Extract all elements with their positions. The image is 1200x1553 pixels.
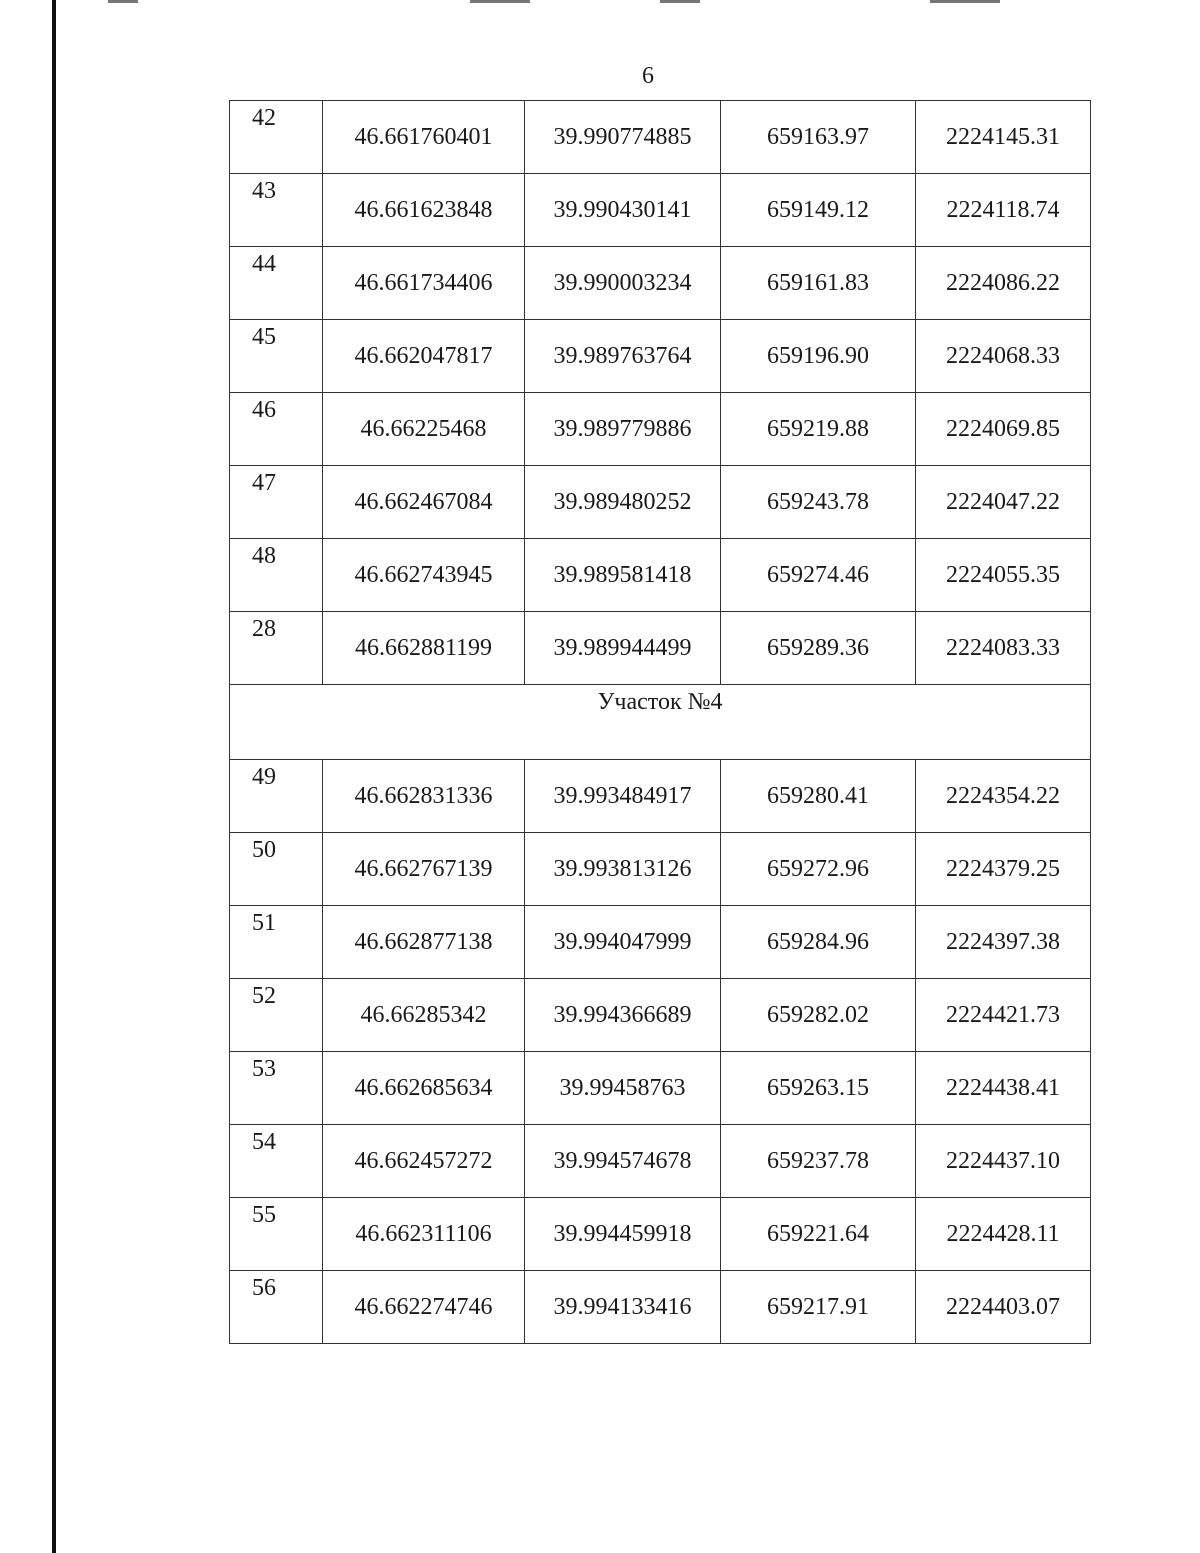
- longitude-cell: 39.994574678: [525, 1125, 721, 1198]
- coord-y-cell: 2224397.38: [916, 906, 1091, 979]
- table-row: [230, 1052, 1091, 1125]
- coord-y-cell: 2224403.07: [916, 1271, 1091, 1344]
- coord-y-cell: 2224354.22: [916, 760, 1091, 833]
- coord-x-cell: 659237.78: [721, 1125, 916, 1198]
- point-number-cell: 55: [230, 1198, 323, 1271]
- point-number-cell: 47: [230, 466, 323, 539]
- table-row: [230, 906, 1091, 979]
- table-row: [230, 1198, 1091, 1271]
- scan-edge-line: [52, 0, 56, 1553]
- latitude-cell: 46.662743945: [323, 539, 525, 612]
- coord-x-cell: 659280.41: [721, 760, 916, 833]
- coord-x-cell: 659274.46: [721, 539, 916, 612]
- latitude-cell: 46.661760401: [323, 101, 525, 174]
- table-row: [230, 1125, 1091, 1198]
- point-number-cell: 52: [230, 979, 323, 1052]
- longitude-cell: 39.989944499: [525, 612, 721, 685]
- latitude-cell: 46.662877138: [323, 906, 525, 979]
- point-number-cell: 53: [230, 1052, 323, 1125]
- coord-y-cell: 2224055.35: [916, 539, 1091, 612]
- coord-y-cell: 2224421.73: [916, 979, 1091, 1052]
- point-number-cell: 51: [230, 906, 323, 979]
- table-row: [230, 101, 1091, 174]
- coord-y-cell: 2224379.25: [916, 833, 1091, 906]
- table-row: [230, 760, 1091, 833]
- coord-x-cell: 659284.96: [721, 906, 916, 979]
- scan-mark: [660, 0, 700, 3]
- longitude-cell: 39.993484917: [525, 760, 721, 833]
- table-row: [230, 979, 1091, 1052]
- table-row: [230, 174, 1091, 247]
- latitude-cell: 46.661734406: [323, 247, 525, 320]
- longitude-cell: 39.994047999: [525, 906, 721, 979]
- scan-mark: [930, 0, 1000, 3]
- coord-x-cell: 659217.91: [721, 1271, 916, 1344]
- coord-x-cell: 659243.78: [721, 466, 916, 539]
- longitude-cell: 39.994133416: [525, 1271, 721, 1344]
- latitude-cell: 46.662881199: [323, 612, 525, 685]
- latitude-cell: 46.661623848: [323, 174, 525, 247]
- latitude-cell: 46.662047817: [323, 320, 525, 393]
- point-number-cell: 42: [230, 101, 323, 174]
- coord-y-cell: 2224083.33: [916, 612, 1091, 685]
- latitude-cell: 46.662767139: [323, 833, 525, 906]
- coord-x-cell: 659289.36: [721, 612, 916, 685]
- longitude-cell: 39.989779886: [525, 393, 721, 466]
- point-number-cell: 56: [230, 1271, 323, 1344]
- table-row: [230, 539, 1091, 612]
- section-title: Участок №4: [230, 685, 1091, 760]
- coord-x-cell: 659282.02: [721, 979, 916, 1052]
- table-row: [230, 612, 1091, 685]
- coord-x-cell: 659196.90: [721, 320, 916, 393]
- latitude-cell: 46.66285342: [323, 979, 525, 1052]
- scan-mark: [108, 0, 138, 3]
- coord-x-cell: 659221.64: [721, 1198, 916, 1271]
- point-number-cell: 44: [230, 247, 323, 320]
- longitude-cell: 39.994459918: [525, 1198, 721, 1271]
- point-number-cell: 48: [230, 539, 323, 612]
- longitude-cell: 39.993813126: [525, 833, 721, 906]
- longitude-cell: 39.99458763: [525, 1052, 721, 1125]
- table-row: [230, 393, 1091, 466]
- latitude-cell: 46.662467084: [323, 466, 525, 539]
- coord-y-cell: 2224118.74: [916, 174, 1091, 247]
- coord-y-cell: 2224145.31: [916, 101, 1091, 174]
- longitude-cell: 39.989480252: [525, 466, 721, 539]
- longitude-cell: 39.994366689: [525, 979, 721, 1052]
- page-number: 6: [642, 63, 654, 89]
- coord-y-cell: 2224068.33: [916, 320, 1091, 393]
- table-row: [230, 833, 1091, 906]
- point-number-cell: 54: [230, 1125, 323, 1198]
- coord-x-cell: 659161.83: [721, 247, 916, 320]
- coord-y-cell: 2224437.10: [916, 1125, 1091, 1198]
- table-row: [230, 247, 1091, 320]
- coordinates-table: [229, 100, 1091, 1344]
- longitude-cell: 39.989581418: [525, 539, 721, 612]
- latitude-cell: 46.662457272: [323, 1125, 525, 1198]
- latitude-cell: 46.662311106: [323, 1198, 525, 1271]
- point-number-cell: 49: [230, 760, 323, 833]
- point-number-cell: 45: [230, 320, 323, 393]
- latitude-cell: 46.662685634: [323, 1052, 525, 1125]
- coord-y-cell: 2224428.11: [916, 1198, 1091, 1271]
- table-row: [230, 466, 1091, 539]
- coord-x-cell: 659149.12: [721, 174, 916, 247]
- section-row: [230, 685, 1091, 760]
- top-scan-marks: [0, 0, 1200, 8]
- coord-x-cell: 659263.15: [721, 1052, 916, 1125]
- point-number-cell: 46: [230, 393, 323, 466]
- scan-mark: [470, 0, 530, 3]
- longitude-cell: 39.989763764: [525, 320, 721, 393]
- coord-x-cell: 659272.96: [721, 833, 916, 906]
- point-number-cell: 50: [230, 833, 323, 906]
- latitude-cell: 46.662274746: [323, 1271, 525, 1344]
- coord-y-cell: 2224086.22: [916, 247, 1091, 320]
- longitude-cell: 39.990003234: [525, 247, 721, 320]
- table-row: [230, 320, 1091, 393]
- coord-y-cell: 2224438.41: [916, 1052, 1091, 1125]
- coord-x-cell: 659219.88: [721, 393, 916, 466]
- point-number-cell: 28: [230, 612, 323, 685]
- longitude-cell: 39.990430141: [525, 174, 721, 247]
- latitude-cell: 46.662831336: [323, 760, 525, 833]
- table-row: [230, 1271, 1091, 1344]
- point-number-cell: 43: [230, 174, 323, 247]
- coordinates-table-body: [230, 101, 1091, 1344]
- longitude-cell: 39.990774885: [525, 101, 721, 174]
- latitude-cell: 46.66225468: [323, 393, 525, 466]
- coord-y-cell: 2224069.85: [916, 393, 1091, 466]
- coord-x-cell: 659163.97: [721, 101, 916, 174]
- coord-y-cell: 2224047.22: [916, 466, 1091, 539]
